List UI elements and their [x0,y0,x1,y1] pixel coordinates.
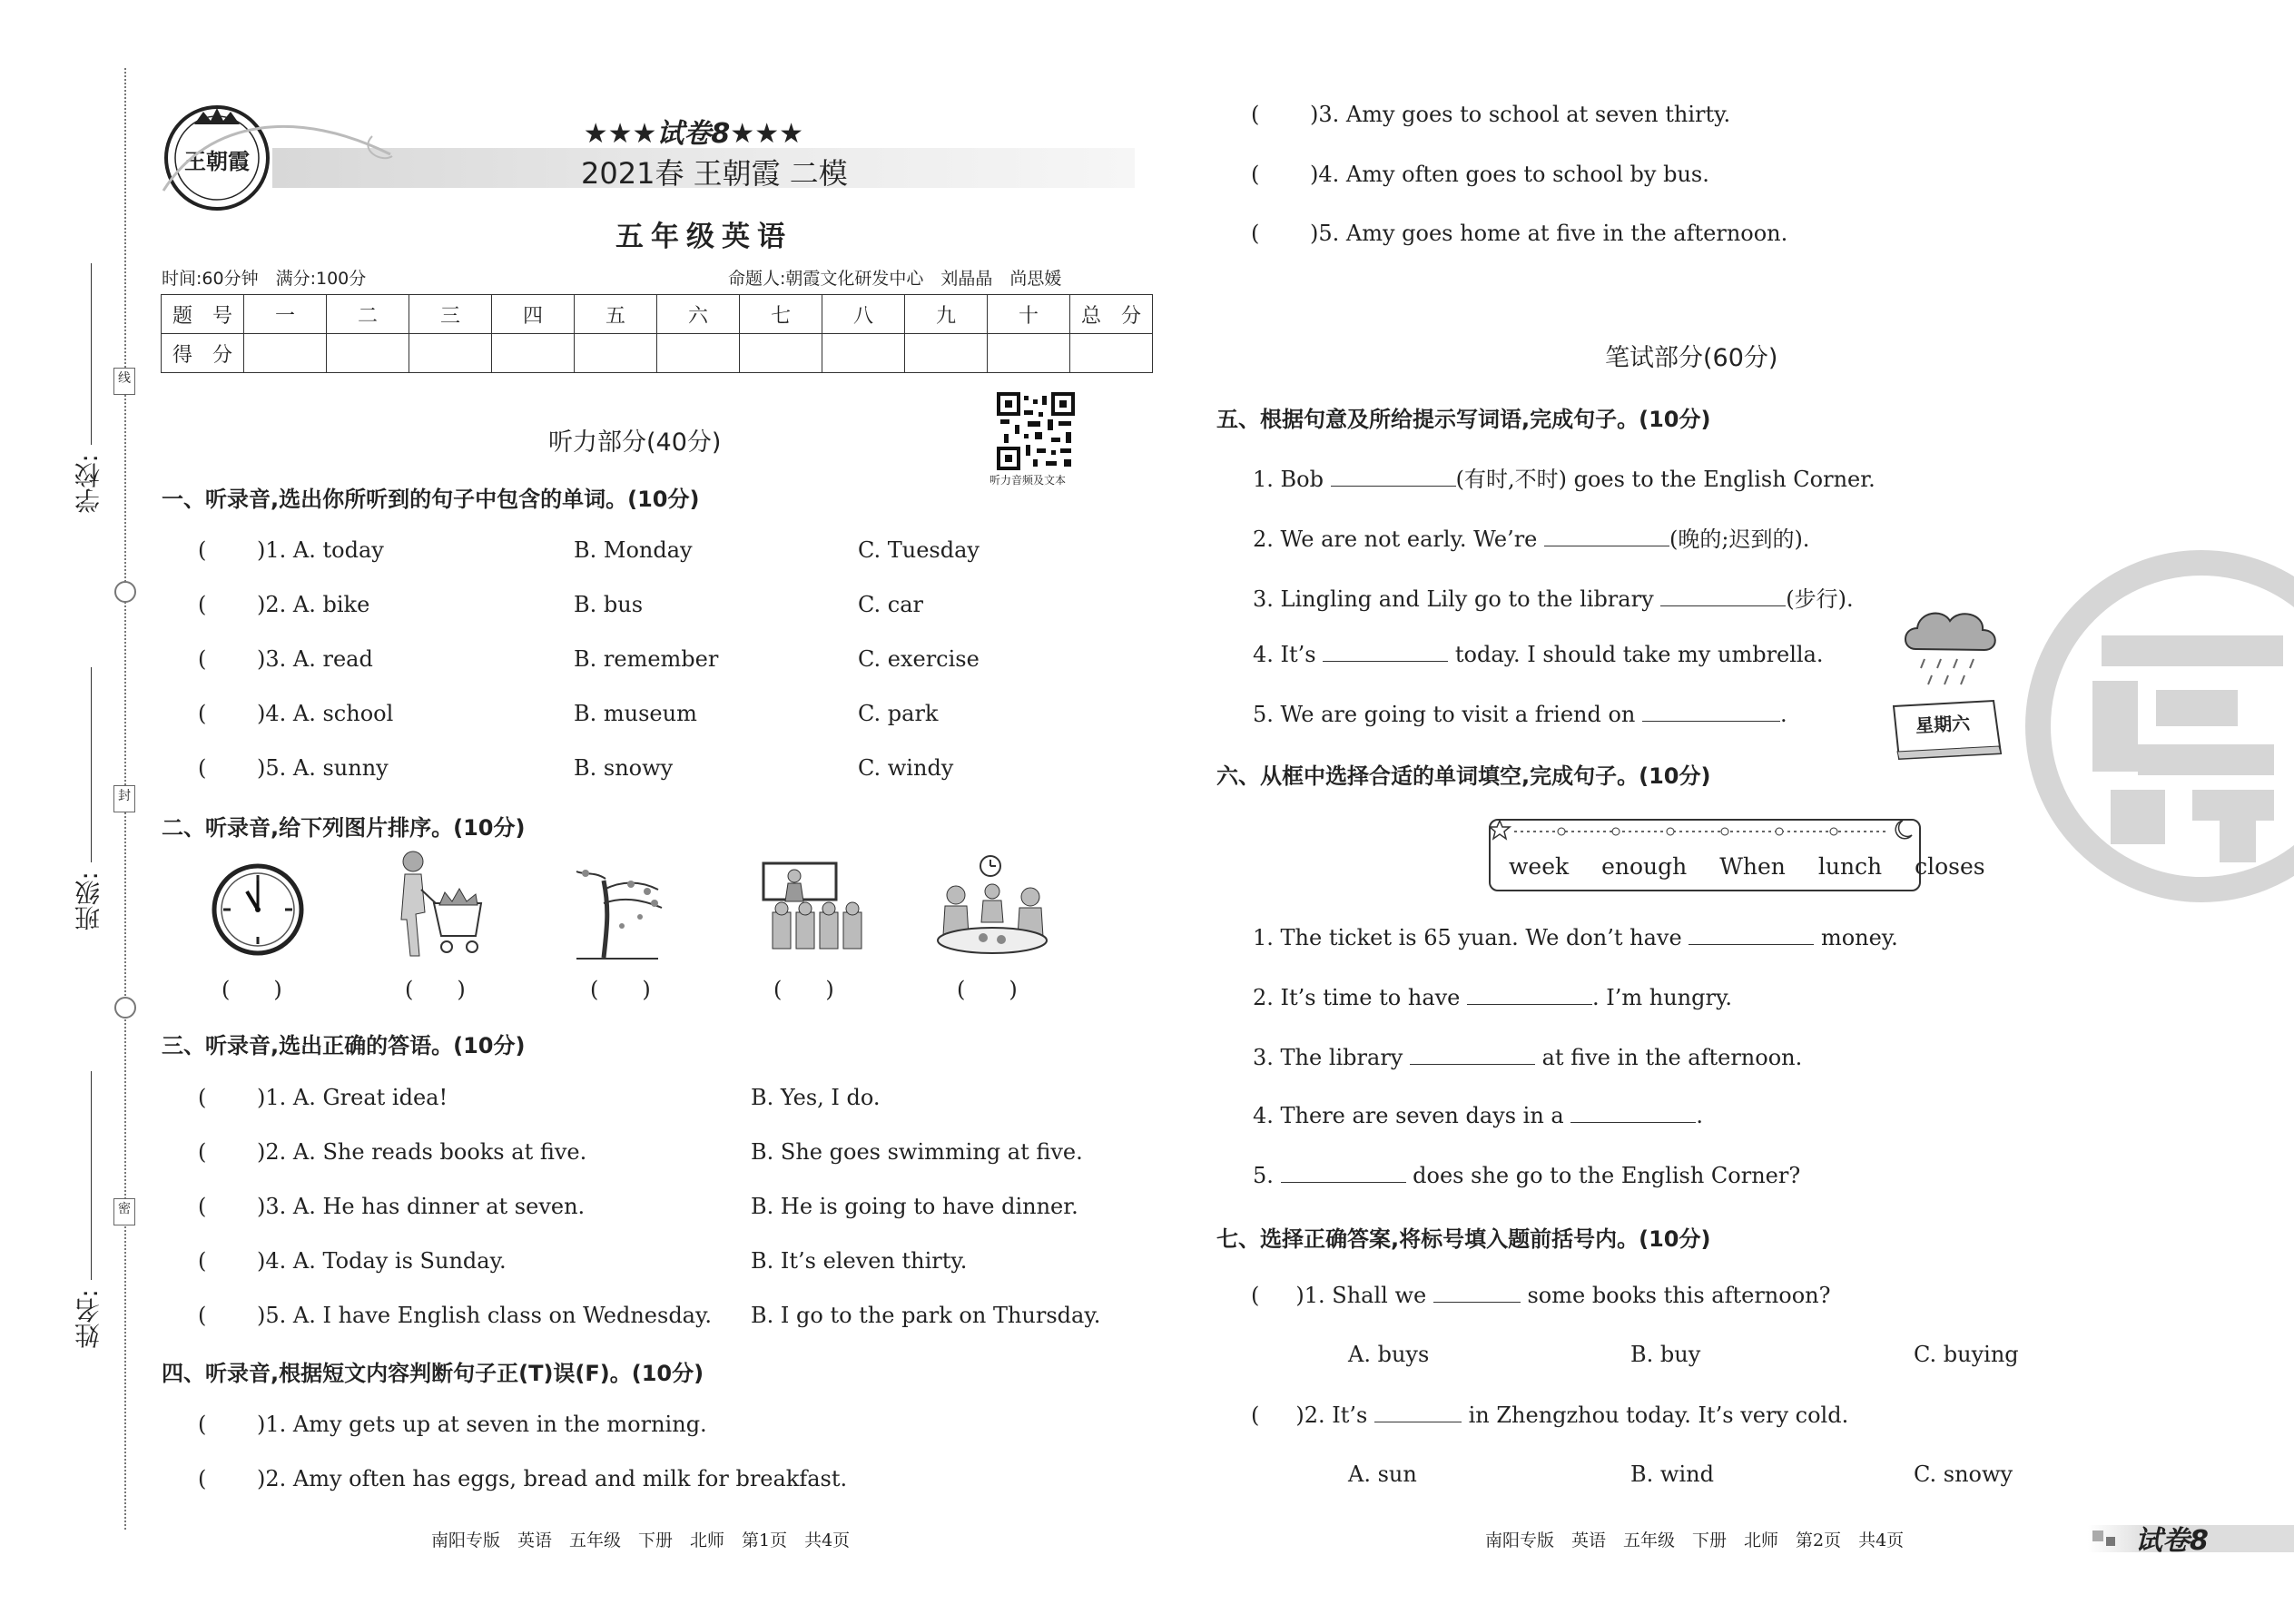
section-7-title: 七、选择正确答案,将标号填入题前括号内。(10分) [1216,1226,1711,1252]
score-header-cell: 二 [327,295,409,334]
school-label: 学校: [74,454,103,514]
score-header-cell: 九 [905,295,988,334]
answer-blank[interactable] [1323,641,1448,662]
score-header-cell: 五 [575,295,657,334]
clock-picture [211,862,305,957]
score-table [161,294,1153,373]
q7-1-option-b: B. buy [1630,1342,1701,1367]
s1-option-b: B. Monday [574,537,693,563]
s3-option-b: B. He is going to have dinner. [751,1194,1078,1219]
word-list [1496,853,1985,880]
corner-square-icon [2106,1537,2115,1546]
answer-blank[interactable] [1642,701,1780,722]
writing-title: 笔试部分(60分) [1605,344,1778,372]
s3-option-b: B. She goes swimming at five. [751,1139,1083,1165]
q7-2: ( )2. It’s in Zhengzhou today. It’s very cold. [1251,1403,1849,1428]
calendar-label: 星期六 [1915,712,1971,737]
answer-blank[interactable] [1281,1162,1406,1183]
score-cell[interactable] [905,334,988,373]
s4-statement: )1. Amy gets up at seven in the morning. [257,1412,707,1437]
word-option: lunch [1817,853,1883,880]
score-header-cell: 一 [244,295,327,334]
answer-paren[interactable]: ( [198,755,207,781]
s1-option-c: C. Tuesday [858,537,980,563]
answer-blank[interactable] [1544,526,1669,546]
score-cell[interactable] [244,334,327,373]
score-header-cell: 三 [409,295,492,334]
answer-blank[interactable] [1410,1044,1535,1065]
class-label: 班级: [74,871,103,931]
s3-option-a: )1. A. Great idea! [257,1085,448,1110]
woman-shopping-picture [381,849,490,962]
corner-square-icon [2092,1530,2103,1541]
section-2-title: 二、听录音,给下列图片排序。(10分) [162,815,526,841]
answer-paren[interactable]: ( [198,1139,207,1165]
s6-sentence: 1. The ticket is 65 yuan. We don’t have money. [1253,925,1898,950]
logo-text: 王朝霞 [184,148,250,174]
word-option: enough [1601,853,1688,880]
star-chain-icon [1489,817,1917,844]
q7-2-option-c: C. snowy [1914,1462,2013,1487]
s3-option-a: )5. A. I have English class on Wednesday. [257,1303,712,1328]
family-dinner-picture [929,853,1056,964]
school-field[interactable] [91,263,92,445]
q7-2-option-a: A. sun [1348,1462,1417,1487]
q7-1-option-a: A. buys [1348,1342,1430,1367]
q7-1-option-c: C. buying [1914,1342,2019,1367]
answer-paren[interactable]: ( [198,1466,207,1491]
section-6-title: 六、从框中选择合适的单词填空,完成句子。(10分) [1216,763,1711,789]
secret-seal-watermark [2020,545,2294,908]
score-cell[interactable] [327,334,409,373]
s1-option-a: )4. A. school [257,701,394,726]
score-row-label: 得 分 [162,334,244,373]
answer-paren[interactable]: ( [1251,162,1260,187]
s1-option-b: B. snowy [574,755,674,781]
line-mark: 线 [113,368,135,395]
score-header-cell: 总 分 [1070,295,1153,334]
footer-right: 南阳专版 英语 五年级 下册 北师 第2页 共4页 [1485,1530,1905,1550]
s4-statement: )3. Amy goes to school at seven thirty. [1310,102,1731,127]
s3-option-a: )3. A. He has dinner at seven. [257,1194,586,1219]
footer-paper-number: 试卷8 [2135,1525,2209,1557]
s5-sentence: 3. Lingling and Lily go to the library (步行). [1253,586,1854,612]
time-info: 时间:60分钟 满分:100分 [162,269,367,289]
name-field[interactable] [91,1071,92,1280]
score-header-cell: 四 [492,295,575,334]
score-cell[interactable] [740,334,822,373]
s1-option-b: B. remember [574,646,719,672]
picture-answer-1[interactable]: ( ) [222,977,282,1002]
s3-option-a: )2. A. She reads books at five. [257,1139,587,1165]
s3-option-a: )4. A. Today is Sunday. [257,1248,507,1274]
s5-sentence: 5. We are going to visit a friend on . [1253,702,1787,727]
answer-paren[interactable]: ( [1251,102,1260,127]
s4-statement: )2. Amy often has eggs, bread and milk for breakfast. [257,1466,848,1491]
paper-title: 2021春 王朝霞 二模 [581,156,848,191]
classroom-picture [758,858,867,962]
s1-option-b: B. bus [574,592,644,617]
answer-blank[interactable] [1374,1402,1462,1422]
s5-sentence: 1. Bob (有时,不时) goes to the English Corner. [1253,467,1876,492]
picture-answer-2[interactable]: ( ) [405,977,466,1002]
s1-option-b: B. museum [574,701,697,726]
secret-mark: 密 [113,1198,135,1225]
score-header-cell: 八 [822,295,905,334]
section-4-title: 四、听录音,根据短文内容判断句子正(T)误(F)。(10分) [162,1361,704,1386]
s4-statement: )5. Amy goes home at five in the afternoon. [1310,221,1788,246]
s1-option-a: )5. A. sunny [257,755,389,781]
answer-paren[interactable]: ( [198,1194,207,1219]
paper-series: ★★★试卷8★★★ [583,118,803,150]
answer-blank[interactable] [1570,1102,1696,1123]
score-header-cell: 题 号 [162,295,244,334]
class-field[interactable] [91,667,92,862]
score-cell[interactable] [492,334,575,373]
name-label: 姓名: [74,1289,103,1349]
section-3-title: 三、听录音,选出正确的答语。(10分) [162,1033,526,1058]
picture-answer-3[interactable]: ( ) [590,977,651,1002]
score-cell[interactable] [822,334,905,373]
picture-answer-4[interactable]: ( ) [773,977,834,1002]
s1-option-c: C. windy [858,755,954,781]
q7-1: ( )1. Shall we some books this afternoon? [1251,1283,1831,1308]
s1-option-a: )2. A. bike [257,592,370,617]
word-option: week [1509,853,1570,880]
s1-option-c: C. exercise [858,646,980,672]
qr-code-icon[interactable] [997,392,1075,470]
q7-2-option-b: B. wind [1630,1462,1714,1487]
section-1-title: 一、听录音,选出你所听到的句子中包含的单词。(10分) [162,487,700,512]
word-option: closes [1915,853,1985,880]
s1-option-c: C. car [858,592,923,617]
authors: 命题人:朝霞文化研发中心 刘晶晶 尚思媛 [728,269,1062,289]
s4-statement: )4. Amy often goes to school by bus. [1310,162,1709,187]
score-header-cell: 七 [740,295,822,334]
s6-sentence: 5. does she go to the English Corner? [1253,1163,1801,1188]
s3-option-b: B. It’s eleven thirty. [751,1248,968,1274]
answer-paren[interactable]: ( [198,1303,207,1328]
s5-sentence: 2. We are not early. We’re (晚的;迟到的). [1253,527,1810,552]
s6-sentence: 4. There are seven days in a . [1253,1103,1703,1128]
answer-blank[interactable] [1433,1282,1521,1303]
s1-option-a: )1. A. today [257,537,384,563]
answer-paren[interactable]: ( [198,646,207,672]
answer-paren[interactable]: ( [198,1085,207,1110]
word-option: When [1719,853,1786,880]
listening-title: 听力部分(40分) [548,428,722,457]
seal-mark: 封 [113,785,135,812]
s1-option-c: C. park [858,701,939,726]
s1-option-a: )3. A. read [257,646,373,672]
score-cell[interactable] [575,334,657,373]
binding-hole-icon [114,997,136,1019]
s6-sentence: 2. It’s time to have . I’m hungry. [1253,985,1732,1010]
score-cell[interactable] [988,334,1070,373]
s5-sentence: 4. It’s today. I should take my umbrella. [1253,642,1824,667]
answer-blank[interactable] [1689,924,1814,945]
binding-hole-icon [114,581,136,603]
score-header-cell: 十 [988,295,1070,334]
score-cell[interactable] [409,334,492,373]
answer-paren[interactable]: ( [198,701,207,726]
answer-blank[interactable] [1467,984,1592,1005]
score-cell[interactable] [1070,334,1153,373]
rain-cloud-icon [1897,599,2006,699]
subject-title: 五年级英语 [615,221,793,253]
answer-paren[interactable]: ( [198,592,207,617]
section-5-title: 五、根据句意及所给提示写词语,完成句子。(10分) [1216,407,1711,432]
answer-paren[interactable]: ( [198,537,207,563]
answer-blank[interactable] [1331,466,1456,487]
s3-option-b: B. I go to the park on Thursday. [751,1303,1101,1328]
answer-paren[interactable]: ( [198,1248,207,1274]
s3-option-b: B. Yes, I do. [751,1085,881,1110]
answer-blank[interactable] [1660,586,1786,606]
answer-paren[interactable]: ( [198,1412,207,1437]
s6-sentence: 3. The library at five in the afternoon. [1253,1045,1803,1070]
footer-left: 南阳专版 英语 五年级 下册 北师 第1页 共4页 [431,1530,851,1550]
windy-tree-picture [567,853,667,962]
score-header-cell: 六 [657,295,740,334]
picture-answer-5[interactable]: ( ) [957,977,1018,1002]
qr-caption: 听力音频及文本 [989,474,1067,487]
answer-paren[interactable]: ( [1251,221,1260,246]
score-cell[interactable] [657,334,740,373]
